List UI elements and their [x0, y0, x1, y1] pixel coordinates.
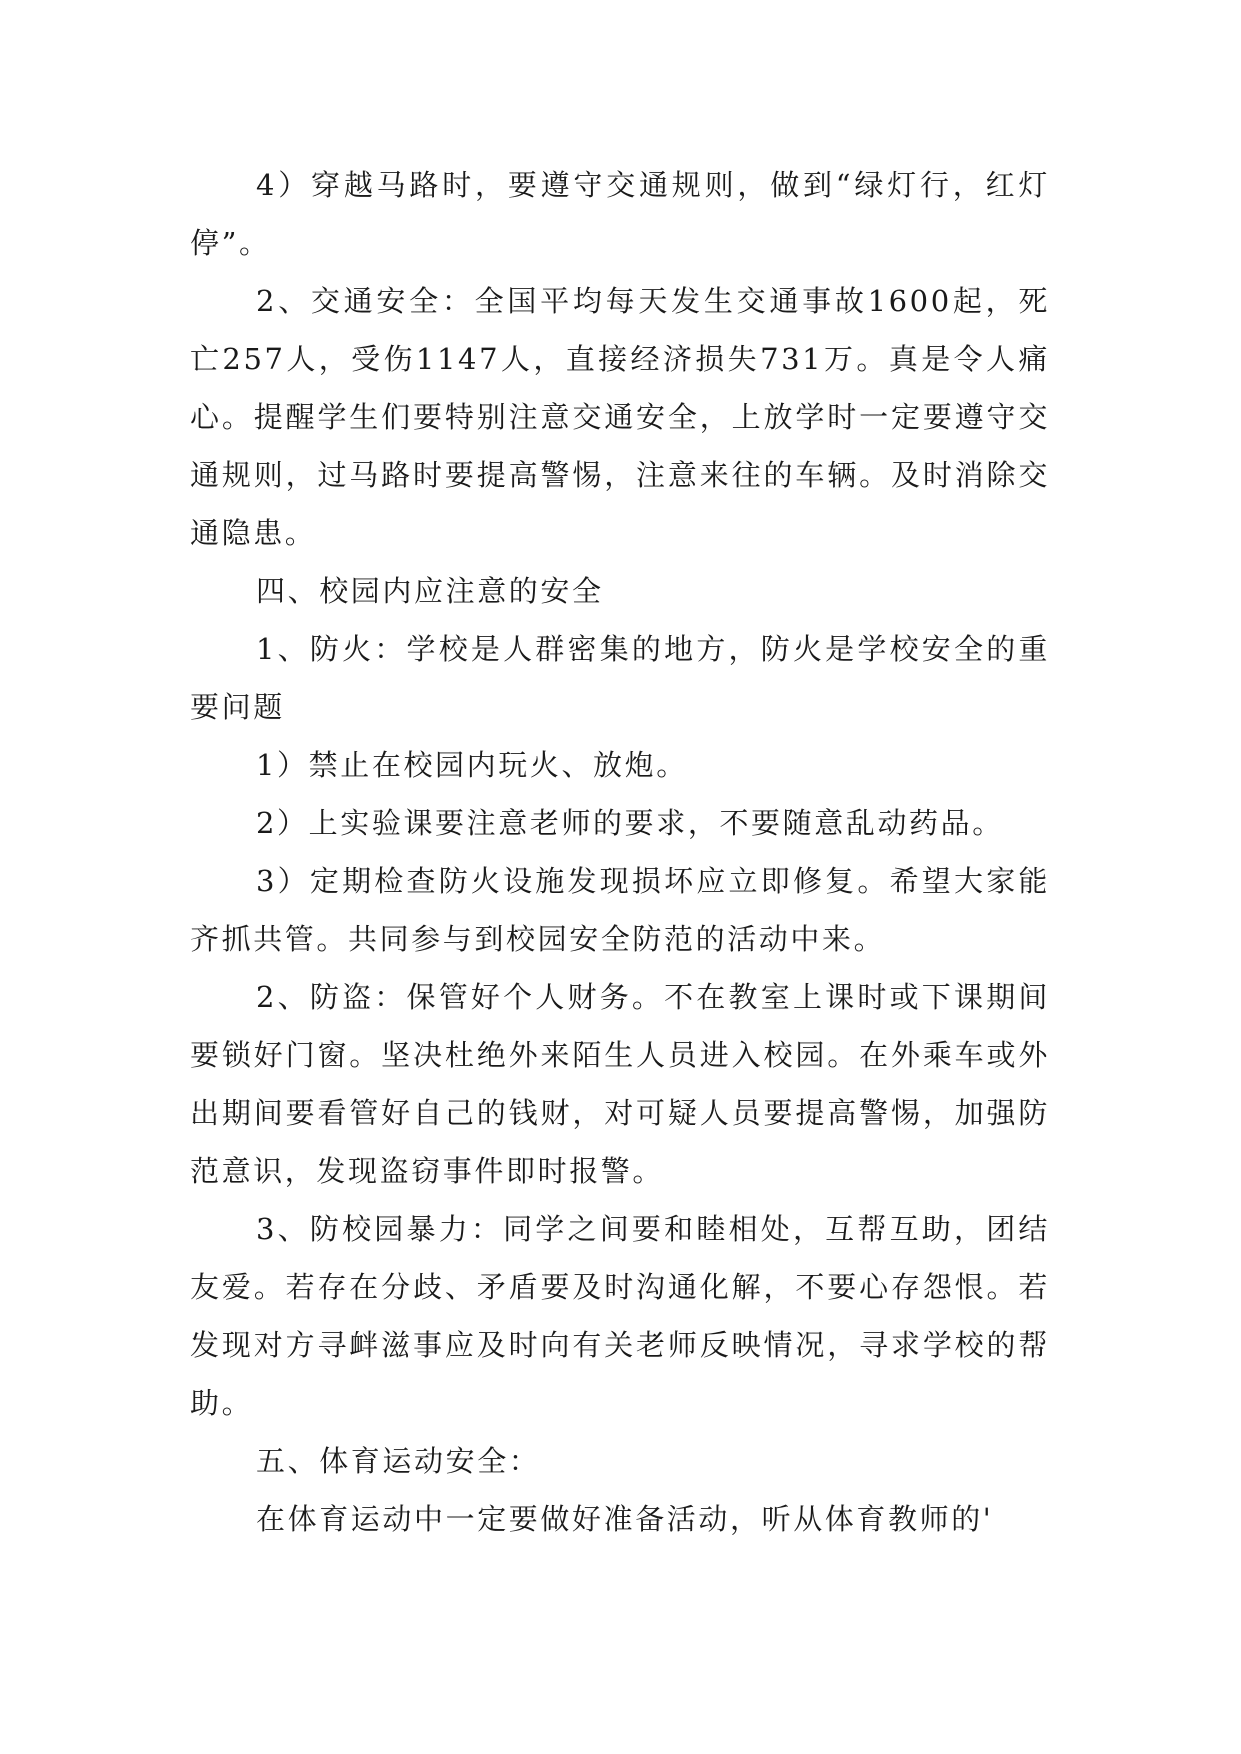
paragraph-campus-violence: 3、防校园暴力：同学之间要和睦相处，互帮互助，团结友爱。若存在分歧、矛盾要及时沟通化解，不要心存怨恨。若发现对方寻衅滋事应及时向有关老师反映情况，寻求学校的帮助。 — [190, 1212, 1050, 1420]
paragraph-fire-prevention: 1、防火：学校是人群密集的地方，防火是学校安全的重要问题 — [190, 632, 1050, 724]
paragraph-sports-warmup: 在体育运动中一定要做好准备活动，听从体育教师的' — [256, 1502, 994, 1536]
heading-campus-safety: 四、校园内应注意的安全 — [256, 574, 604, 608]
document-page — [190, 156, 1050, 1548]
paragraph-lab-class: 2）上实验课要注意老师的要求，不要随意乱动药品。 — [256, 806, 1004, 840]
paragraph-fire-facilities: 3）定期检查防火设施发现损坏应立即修复。希望大家能齐抓共管。共同参与到校园安全防范的活动中来。 — [190, 864, 1050, 956]
paragraph-no-fireworks: 1）禁止在校园内玩火、放炮。 — [256, 748, 688, 782]
paragraph-traffic-safety: 2、交通安全：全国平均每天发生交通事故1600起，死亡257人，受伤1147人，直接经济损失731万。真是令人痛心。提醒学生们要特别注意交通安全，上放学时一定要遵守交通规则，过马路时要提高警惕，注意来往的车辆。及时消除交通隐患。 — [190, 284, 1050, 550]
paragraph-crossing-road: 4）穿越马路时，要遵守交通规则，做到“绿灯行，红灯停”。 — [190, 168, 1050, 260]
heading-sports-safety: 五、体育运动安全： — [256, 1444, 541, 1478]
paragraph-theft-prevention: 2、防盗：保管好个人财务。不在教室上课时或下课期间要锁好门窗。坚决杜绝外来陌生人员进入校园。在外乘车或外出期间要看管好自己的钱财，对可疑人员要提高警惕，加强防范意识，发现盗窃事件即时报警。 — [190, 980, 1050, 1188]
